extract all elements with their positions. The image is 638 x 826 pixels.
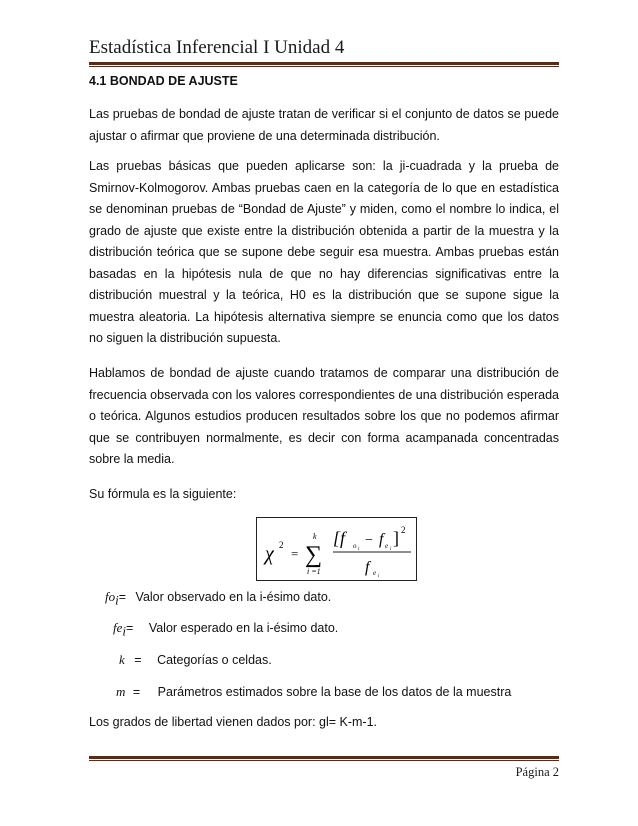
definition-symbol: m [116,684,126,699]
formula-chi-exponent: 2 [279,540,284,550]
definition-k [119,652,272,668]
paragraph-intro: Las pruebas de bondad de ajuste tratan de verificar si el conjunto de datos se puede ajustar o afirmar que proviene de una determinada distribución. [89,107,559,143]
formula-sub-i2: i [390,547,392,552]
paragraph-formula-intro: Su fórmula es la siguiente: [89,487,237,501]
paragraph-degrees-of-freedom: Los grados de libertad vienen dados por: gl= K-m-1. [89,715,378,729]
formula-sub-e: e [385,542,389,550]
definition-fe [113,620,338,640]
definition-text: Parámetros estimados sobre la base de los datos de la muestra [157,685,512,699]
header-rule-thin [89,66,559,67]
definition-m [116,684,511,700]
definition-symbol-sub: i [115,592,119,608]
formula-sum-upper: k [313,532,317,541]
chi-square-formula [256,517,417,581]
formula-minus: − [365,533,373,548]
formula-denominator-f: f [365,559,370,576]
paragraph-goodness-of-fit: Hablamos de bondad de ajuste cuando tratamos de comparar una distribución de frecuencia observada con los valores correspondientes de una distribución esperada o teórica. Algunos estudios producen resultados sobre los que no podemos afirmar que se contribuyen normalmente, es decir con forma acampanada concentradas sobre la media. [89,366,559,466]
definition-fo [105,589,331,609]
definition-symbol-sub: i [122,623,127,639]
formula-exponent-2: 2 [401,525,406,535]
page-number: Página 2 [515,765,559,779]
formula-sigma: ∑ [305,542,323,568]
section-title: 4.1 BONDAD DE AJUSTE [89,74,238,88]
formula-sum-lower: i =1 [307,567,321,576]
formula-chi: χ [265,543,274,565]
formula-den-sub-i: i [378,574,380,579]
formula-den-sub-e: e [373,569,377,577]
formula-numerator-open: [f [333,528,346,548]
formula-graphic [257,518,416,580]
header-rule-thick [89,62,559,65]
formula-bracket-close: ] [393,528,399,548]
definition-text: Valor esperado en la i-ésimo dato. [148,621,339,635]
definition-equals: = [134,653,142,667]
footer-rule-thin [89,760,559,761]
formula-sub-o: o [353,542,357,550]
definition-symbol: fe [113,620,123,635]
definition-text: Valor observado en la i-ésimo dato. [135,590,332,604]
formula-numerator-bracket-f [333,528,348,548]
page-header-title: Estadística Inferencial I Unidad 4 [89,37,345,58]
definition-symbol: fo [105,589,116,604]
definition-equals: = [132,685,141,699]
formula-equals: = [291,546,299,561]
formula-fe: f [379,531,384,548]
definition-equals: = [118,590,127,604]
definition-symbol: k [119,652,125,667]
paragraph-basic-tests: Las pruebas básicas que pueden aplicarse son: la ji-cuadrada y la prueba de Smirnov-Kolmogorov. Ambas pruebas caen en la categoría de lo que en estadística se denominan pruebas de “Bondad de Ajuste” y miden, como el nombre lo indica, el grado de ajuste que existe entre la distribución obtenida a partir de la muestra y la distribución teórica que se supone debe seguir esa muestra. Ambas pruebas están basadas en la hipótesis nula de que no hay diferencias significativas entre la distribución muestral y la teórica, H0 es la distribución que se supone sigue la muestra aleatoria. La hipótesis alternativa siempre se enuncia como que los datos no siguen la distribución supuesta. [89,159,559,345]
formula-sub-i1: i [358,547,360,552]
footer-rule-thick [89,756,559,759]
definition-text: Categorías o celdas. [157,653,272,667]
definition-equals: = [126,621,134,635]
